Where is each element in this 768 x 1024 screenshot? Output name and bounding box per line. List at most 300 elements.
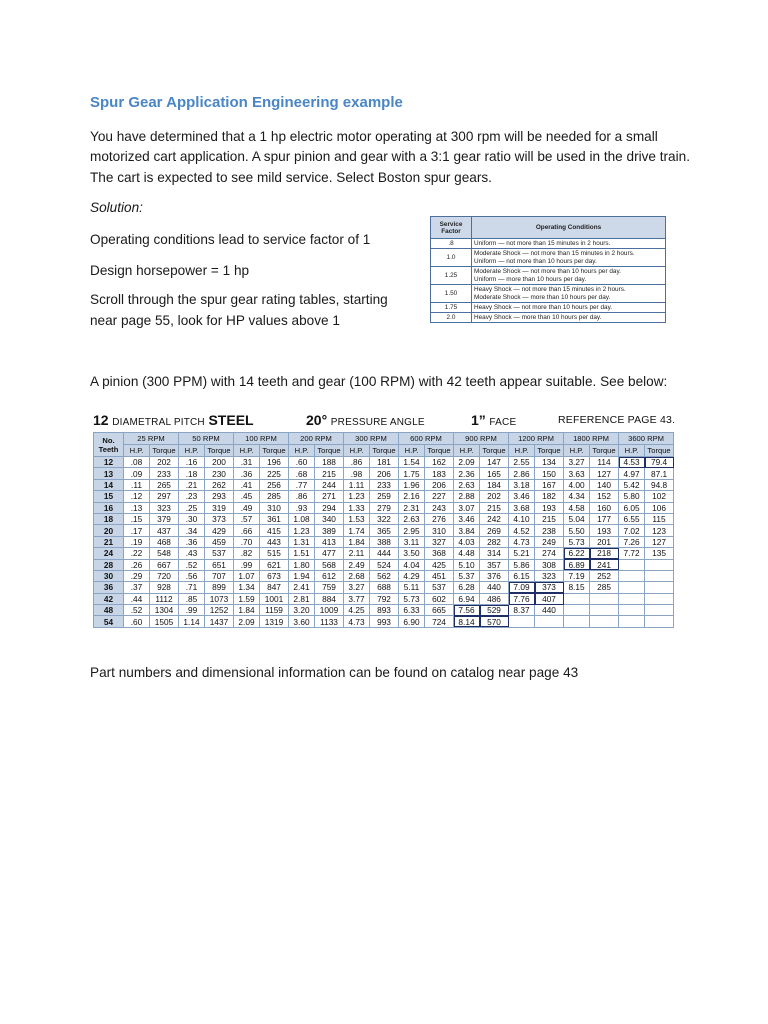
teeth-count-cell: 15 bbox=[94, 491, 124, 502]
hp-subheader: H.P. bbox=[564, 445, 590, 457]
torque-value-cell: 188 bbox=[315, 457, 344, 468]
hp-subheader: H.P. bbox=[454, 445, 480, 457]
torque-value-cell: 233 bbox=[370, 479, 399, 490]
hp-value-cell: 4.29 bbox=[399, 570, 425, 581]
teeth-count-cell: 36 bbox=[94, 582, 124, 593]
torque-value-cell: 285 bbox=[260, 491, 289, 502]
torque-value-cell: 152 bbox=[590, 491, 619, 502]
hp-value-cell: 1.84 bbox=[344, 536, 370, 547]
hp-value-cell: 6.89 bbox=[564, 559, 590, 570]
rating-row bbox=[94, 536, 674, 547]
torque-value-cell: 413 bbox=[315, 536, 344, 547]
hp-value-cell: 1.96 bbox=[399, 479, 425, 490]
torque-value-cell: 327 bbox=[425, 536, 454, 547]
torque-value-cell: 379 bbox=[150, 513, 179, 524]
torque-subheader: Torque bbox=[315, 445, 344, 457]
hp-value-cell: 3.68 bbox=[509, 502, 535, 513]
hp-value-cell: 2.88 bbox=[454, 491, 480, 502]
torque-value-cell: 252 bbox=[590, 570, 619, 581]
hp-value-cell: 1.11 bbox=[344, 479, 370, 490]
hp-value-cell: 4.00 bbox=[564, 479, 590, 490]
torque-value-cell: 357 bbox=[480, 559, 509, 570]
torque-value-cell: 308 bbox=[535, 559, 564, 570]
hp-value-cell: .31 bbox=[234, 457, 260, 468]
hp-value-cell: 3.18 bbox=[509, 479, 535, 490]
torque-value-cell: 389 bbox=[315, 525, 344, 536]
service-factor-header: Service Factor bbox=[431, 217, 472, 239]
torque-value-cell: 1304 bbox=[150, 605, 179, 616]
torque-value-cell: 215 bbox=[480, 502, 509, 513]
torque-value-cell: 140 bbox=[590, 479, 619, 490]
hp-value-cell: .08 bbox=[124, 457, 150, 468]
result-text: A pinion (300 PPM) with 14 teeth and gear (100 RPM) with 42 teeth appear suitable. See below: bbox=[90, 374, 668, 389]
hp-value-cell: .52 bbox=[124, 605, 150, 616]
hp-subheader: H.P. bbox=[619, 445, 645, 457]
torque-value-cell: 193 bbox=[590, 525, 619, 536]
torque-value-cell: 225 bbox=[260, 468, 289, 479]
torque-subheader: Torque bbox=[535, 445, 564, 457]
rating-row bbox=[94, 468, 674, 479]
rating-row bbox=[94, 525, 674, 536]
hp-subheader: H.P. bbox=[179, 445, 205, 457]
operating-condition-text: Uniform — not more than 15 minutes in 2 hours. bbox=[474, 239, 611, 247]
rating-row bbox=[94, 479, 674, 490]
torque-value-cell: 847 bbox=[260, 582, 289, 593]
operating-condition-text: Moderate Shock — not more than 15 minutes in 2 hours. bbox=[474, 249, 635, 257]
hp-subheader: H.P. bbox=[124, 445, 150, 457]
torque-value-cell: 444 bbox=[370, 548, 399, 559]
hp-value-cell: 6.33 bbox=[399, 605, 425, 616]
hp-value-cell: 2.36 bbox=[454, 468, 480, 479]
torque-value-cell: 1001 bbox=[260, 593, 289, 604]
hp-value-cell: 5.86 bbox=[509, 559, 535, 570]
rpm-column-header: 600 RPM bbox=[399, 433, 454, 445]
torque-value-cell bbox=[645, 593, 674, 604]
torque-value-cell: 665 bbox=[425, 605, 454, 616]
torque-value-cell: 459 bbox=[205, 536, 234, 547]
pitch-heading bbox=[93, 412, 254, 428]
hp-value-cell: 2.31 bbox=[399, 502, 425, 513]
rating-row bbox=[94, 570, 674, 581]
rating-row bbox=[94, 457, 674, 468]
hp-value-cell: 5.21 bbox=[509, 548, 535, 559]
torque-subheader: Torque bbox=[370, 445, 399, 457]
torque-value-cell: 134 bbox=[535, 457, 564, 468]
torque-value-cell: 323 bbox=[150, 502, 179, 513]
angle-number: 20° bbox=[306, 412, 328, 428]
torque-value-cell bbox=[645, 616, 674, 627]
torque-value-cell: 323 bbox=[535, 570, 564, 581]
torque-value-cell: 271 bbox=[315, 491, 344, 502]
torque-value-cell: 162 bbox=[425, 457, 454, 468]
hp-value-cell: 7.56 bbox=[454, 605, 480, 616]
torque-value-cell: 310 bbox=[260, 502, 289, 513]
hp-value-cell: 3.63 bbox=[564, 468, 590, 479]
torque-value-cell: 238 bbox=[535, 525, 564, 536]
rpm-column-header: 1800 RPM bbox=[564, 433, 619, 445]
torque-subheader: Torque bbox=[590, 445, 619, 457]
hp-value-cell: 4.52 bbox=[509, 525, 535, 536]
operating-condition-text: Moderate Shock — not more than 10 hours per day. bbox=[474, 267, 621, 275]
hp-value-cell: 3.84 bbox=[454, 525, 480, 536]
rpm-column-header: 3600 RPM bbox=[619, 433, 674, 445]
torque-value-cell: 537 bbox=[425, 582, 454, 593]
hp-value-cell: .36 bbox=[179, 536, 205, 547]
torque-value-cell: 415 bbox=[260, 525, 289, 536]
hp-value-cell: 5.50 bbox=[564, 525, 590, 536]
torque-value-cell: 294 bbox=[315, 502, 344, 513]
hp-value-cell: 7.09 bbox=[509, 582, 535, 593]
hp-value-cell: .13 bbox=[124, 502, 150, 513]
hp-value-cell: 2.49 bbox=[344, 559, 370, 570]
teeth-count-cell: 54 bbox=[94, 616, 124, 627]
hp-value-cell: 1.33 bbox=[344, 502, 370, 513]
rating-row bbox=[94, 491, 674, 502]
hp-value-cell: .93 bbox=[289, 502, 315, 513]
torque-value-cell: 150 bbox=[535, 468, 564, 479]
torque-value-cell: 759 bbox=[315, 582, 344, 593]
operating-condition-cell bbox=[472, 303, 666, 313]
torque-value-cell: 279 bbox=[370, 502, 399, 513]
hp-value-cell: .16 bbox=[179, 457, 205, 468]
hp-value-cell: .44 bbox=[124, 593, 150, 604]
torque-value-cell: 201 bbox=[590, 536, 619, 547]
service-factor-value: 1.25 bbox=[431, 267, 472, 285]
hp-value-cell: 3.60 bbox=[289, 616, 315, 627]
hp-value-cell: .86 bbox=[289, 491, 315, 502]
torque-value-cell: 215 bbox=[535, 513, 564, 524]
operating-condition-text: Uniform — more than 10 hours per day. bbox=[474, 275, 587, 283]
torque-value-cell: 127 bbox=[645, 536, 674, 547]
torque-value-cell: 612 bbox=[315, 570, 344, 581]
hp-value-cell: .98 bbox=[344, 468, 370, 479]
torque-value-cell: 425 bbox=[425, 559, 454, 570]
operating-condition-cell bbox=[472, 239, 666, 249]
service-factor-row bbox=[431, 249, 666, 267]
torque-value-cell: 319 bbox=[205, 502, 234, 513]
torque-value-cell: 570 bbox=[480, 616, 509, 627]
gear-rating-table bbox=[93, 432, 674, 628]
torque-value-cell: 102 bbox=[645, 491, 674, 502]
hp-value-cell: .60 bbox=[289, 457, 315, 468]
operating-condition-text: Heavy Shock — more than 10 hours per day. bbox=[474, 313, 602, 321]
hp-value-cell: 4.03 bbox=[454, 536, 480, 547]
teeth-count-cell: 21 bbox=[94, 536, 124, 547]
hp-value-cell: 2.95 bbox=[399, 525, 425, 536]
service-factor-row bbox=[431, 313, 666, 323]
torque-value-cell: 249 bbox=[535, 536, 564, 547]
hp-value-cell: 1.54 bbox=[399, 457, 425, 468]
solution-label: Solution: bbox=[90, 200, 143, 215]
hp-value-cell: .36 bbox=[234, 468, 260, 479]
hp-value-cell: 4.10 bbox=[509, 513, 535, 524]
hp-value-cell bbox=[619, 605, 645, 616]
torque-value-cell: 893 bbox=[370, 605, 399, 616]
rating-row bbox=[94, 513, 674, 524]
rating-row bbox=[94, 502, 674, 513]
hp-value-cell: 1.34 bbox=[234, 582, 260, 593]
operating-condition-text: Moderate Shock — more than 10 hours per day. bbox=[474, 293, 611, 301]
torque-value-cell: 562 bbox=[370, 570, 399, 581]
hp-value-cell: 6.05 bbox=[619, 502, 645, 513]
hp-value-cell: .77 bbox=[289, 479, 315, 490]
rating-row bbox=[94, 605, 674, 616]
hp-value-cell: 4.53 bbox=[619, 457, 645, 468]
hp-value-cell: .25 bbox=[179, 502, 205, 513]
torque-value-cell: 468 bbox=[150, 536, 179, 547]
hp-value-cell bbox=[619, 593, 645, 604]
torque-value-cell: 373 bbox=[205, 513, 234, 524]
torque-value-cell: 486 bbox=[480, 593, 509, 604]
hp-value-cell: 5.73 bbox=[564, 536, 590, 547]
torque-value-cell: 215 bbox=[315, 468, 344, 479]
torque-value-cell: 183 bbox=[425, 468, 454, 479]
torque-value-cell: 477 bbox=[315, 548, 344, 559]
hp-value-cell: 3.27 bbox=[344, 582, 370, 593]
torque-value-cell: 87.1 bbox=[645, 468, 674, 479]
torque-value-cell: 106 bbox=[645, 502, 674, 513]
teeth-count-cell: 30 bbox=[94, 570, 124, 581]
hp-value-cell: 6.22 bbox=[564, 548, 590, 559]
rating-row bbox=[94, 582, 674, 593]
hp-value-cell: 7.02 bbox=[619, 525, 645, 536]
torque-value-cell: 361 bbox=[260, 513, 289, 524]
torque-subheader: Torque bbox=[645, 445, 674, 457]
hp-value-cell: 5.37 bbox=[454, 570, 480, 581]
torque-value-cell: 1437 bbox=[205, 616, 234, 627]
service-factor-row bbox=[431, 303, 666, 313]
torque-subheader: Torque bbox=[205, 445, 234, 457]
face-text: FACE bbox=[489, 417, 517, 428]
hp-value-cell bbox=[564, 605, 590, 616]
teeth-count-cell: 18 bbox=[94, 513, 124, 524]
torque-value-cell: 193 bbox=[535, 502, 564, 513]
torque-value-cell: 244 bbox=[315, 479, 344, 490]
hp-value-cell: 4.73 bbox=[344, 616, 370, 627]
torque-value-cell bbox=[590, 605, 619, 616]
torque-value-cell: 440 bbox=[480, 582, 509, 593]
hp-value-cell: 7.72 bbox=[619, 548, 645, 559]
operating-condition-cell bbox=[472, 285, 666, 303]
hp-value-cell: .29 bbox=[124, 570, 150, 581]
footer-note: Part numbers and dimensional information can be found on catalog near page 43 bbox=[90, 665, 579, 680]
hp-value-cell: 2.11 bbox=[344, 548, 370, 559]
hp-value-cell: 2.81 bbox=[289, 593, 315, 604]
hp-value-cell bbox=[564, 593, 590, 604]
operating-condition-text: Heavy Shock — not more than 15 minutes in 2 hours. bbox=[474, 285, 626, 293]
torque-value-cell: 202 bbox=[150, 457, 179, 468]
torque-value-cell bbox=[645, 559, 674, 570]
torque-value-cell: 259 bbox=[370, 491, 399, 502]
torque-value-cell: 160 bbox=[590, 502, 619, 513]
operating-condition-text: Uniform — not more than 10 hours per day. bbox=[474, 257, 597, 265]
torque-subheader: Torque bbox=[260, 445, 289, 457]
hp-value-cell: 1.23 bbox=[289, 525, 315, 536]
hp-value-cell: 1.14 bbox=[179, 616, 205, 627]
hp-value-cell: 8.37 bbox=[509, 605, 535, 616]
hp-value-cell: 2.09 bbox=[454, 457, 480, 468]
hp-value-cell: .86 bbox=[344, 457, 370, 468]
torque-value-cell: 115 bbox=[645, 513, 674, 524]
hp-value-cell: .45 bbox=[234, 491, 260, 502]
torque-value-cell: 365 bbox=[370, 525, 399, 536]
hp-value-cell bbox=[509, 616, 535, 627]
teeth-count-cell: 24 bbox=[94, 548, 124, 559]
torque-value-cell: 407 bbox=[535, 593, 564, 604]
torque-value-cell: 165 bbox=[480, 468, 509, 479]
hp-value-cell: 4.73 bbox=[509, 536, 535, 547]
torque-value-cell: 1133 bbox=[315, 616, 344, 627]
teeth-count-cell: 42 bbox=[94, 593, 124, 604]
torque-value-cell: 230 bbox=[205, 468, 234, 479]
operating-condition-text: Heavy Shock — not more than 10 hours per day. bbox=[474, 303, 613, 311]
hp-value-cell: .70 bbox=[234, 536, 260, 547]
hp-subheader: H.P. bbox=[234, 445, 260, 457]
rpm-column-header: 900 RPM bbox=[454, 433, 509, 445]
operating-condition-cell bbox=[472, 249, 666, 267]
hp-value-cell: 5.73 bbox=[399, 593, 425, 604]
hp-subheader: H.P. bbox=[509, 445, 535, 457]
hp-value-cell: .26 bbox=[124, 559, 150, 570]
service-factor-value: 2.0 bbox=[431, 313, 472, 323]
hp-value-cell: .12 bbox=[124, 491, 150, 502]
rating-row bbox=[94, 548, 674, 559]
torque-value-cell: 269 bbox=[480, 525, 509, 536]
hp-value-cell: 4.25 bbox=[344, 605, 370, 616]
pitch-number: 12 bbox=[93, 412, 109, 428]
hp-value-cell: 3.27 bbox=[564, 457, 590, 468]
teeth-count-cell: 13 bbox=[94, 468, 124, 479]
teeth-count-cell: 16 bbox=[94, 502, 124, 513]
torque-value-cell: 206 bbox=[370, 468, 399, 479]
step-service-factor: Operating conditions lead to service factor of 1 bbox=[90, 232, 371, 247]
hp-value-cell: .15 bbox=[124, 513, 150, 524]
torque-value-cell: 202 bbox=[480, 491, 509, 502]
torque-value-cell: 373 bbox=[535, 582, 564, 593]
hp-value-cell: .57 bbox=[234, 513, 260, 524]
hp-value-cell: 5.11 bbox=[399, 582, 425, 593]
torque-value-cell: 651 bbox=[205, 559, 234, 570]
torque-value-cell: 262 bbox=[205, 479, 234, 490]
hp-value-cell: 6.28 bbox=[454, 582, 480, 593]
service-factor-table bbox=[430, 216, 666, 323]
torque-value-cell: 1073 bbox=[205, 593, 234, 604]
torque-value-cell: 792 bbox=[370, 593, 399, 604]
service-factor-value: 1.75 bbox=[431, 303, 472, 313]
hp-value-cell: .43 bbox=[179, 548, 205, 559]
hp-value-cell: 2.41 bbox=[289, 582, 315, 593]
hp-value-cell: 7.19 bbox=[564, 570, 590, 581]
torque-subheader: Torque bbox=[480, 445, 509, 457]
hp-subheader: H.P. bbox=[344, 445, 370, 457]
hp-value-cell: .21 bbox=[179, 479, 205, 490]
rpm-column-header: 300 RPM bbox=[344, 433, 399, 445]
hp-value-cell: .56 bbox=[179, 570, 205, 581]
torque-value-cell: 274 bbox=[535, 548, 564, 559]
hp-value-cell: 7.76 bbox=[509, 593, 535, 604]
torque-value-cell: 707 bbox=[205, 570, 234, 581]
torque-value-cell: 537 bbox=[205, 548, 234, 559]
intro-paragraph: You have determined that a 1 hp electric motor operating at 300 rpm will be needed for a small motorized cart application. A spur pinion and gear with a 3:1 gear ratio will be used in the drive train. The cart is expected to see mild service. Select Boston spur gears. bbox=[90, 129, 690, 185]
hp-value-cell: 1.84 bbox=[234, 605, 260, 616]
torque-value-cell: 621 bbox=[260, 559, 289, 570]
torque-value-cell: 524 bbox=[370, 559, 399, 570]
hp-value-cell: 3.46 bbox=[454, 513, 480, 524]
torque-value-cell: 297 bbox=[150, 491, 179, 502]
rpm-column-header: 25 RPM bbox=[124, 433, 179, 445]
teeth-count-cell: 20 bbox=[94, 525, 124, 536]
hp-value-cell: 2.09 bbox=[234, 616, 260, 627]
torque-value-cell: 340 bbox=[315, 513, 344, 524]
hp-value-cell bbox=[619, 570, 645, 581]
teeth-count-cell: 48 bbox=[94, 605, 124, 616]
material-text: STEEL bbox=[208, 412, 254, 428]
torque-value-cell: 181 bbox=[370, 457, 399, 468]
torque-value-cell: 196 bbox=[260, 457, 289, 468]
torque-value-cell: 79.4 bbox=[645, 457, 674, 468]
torque-value-cell: 440 bbox=[535, 605, 564, 616]
hp-subheader: H.P. bbox=[399, 445, 425, 457]
hp-value-cell: 1.59 bbox=[234, 593, 260, 604]
pitch-text: DIAMETRAL PITCH bbox=[112, 417, 205, 428]
hp-value-cell: .09 bbox=[124, 468, 150, 479]
torque-value-cell: 429 bbox=[205, 525, 234, 536]
rating-row bbox=[94, 616, 674, 627]
torque-value-cell: 443 bbox=[260, 536, 289, 547]
torque-value-cell: 1252 bbox=[205, 605, 234, 616]
step-design-horsepower: Design horsepower = 1 hp bbox=[90, 263, 250, 278]
hp-value-cell: .19 bbox=[124, 536, 150, 547]
hp-value-cell: .99 bbox=[234, 559, 260, 570]
torque-value-cell: 265 bbox=[150, 479, 179, 490]
hp-value-cell: 2.63 bbox=[399, 513, 425, 524]
hp-value-cell: 4.34 bbox=[564, 491, 590, 502]
hp-value-cell: .82 bbox=[234, 548, 260, 559]
teeth-count-cell: 12 bbox=[94, 457, 124, 468]
face-heading bbox=[471, 412, 516, 428]
hp-value-cell: 5.10 bbox=[454, 559, 480, 570]
torque-value-cell: 242 bbox=[480, 513, 509, 524]
torque-value-cell: 167 bbox=[535, 479, 564, 490]
hp-value-cell: 3.20 bbox=[289, 605, 315, 616]
torque-value-cell: 256 bbox=[260, 479, 289, 490]
hp-value-cell: 2.86 bbox=[509, 468, 535, 479]
hp-value-cell: 2.55 bbox=[509, 457, 535, 468]
hp-value-cell: 1.80 bbox=[289, 559, 315, 570]
reference-page: REFERENCE PAGE 43. bbox=[558, 414, 676, 426]
service-factor-row bbox=[431, 285, 666, 303]
torque-value-cell: 899 bbox=[205, 582, 234, 593]
hp-value-cell: 1.07 bbox=[234, 570, 260, 581]
hp-value-cell: 3.07 bbox=[454, 502, 480, 513]
page-title: Spur Gear Application Engineering example bbox=[90, 94, 403, 111]
torque-value-cell: 529 bbox=[480, 605, 509, 616]
hp-value-cell: 1.94 bbox=[289, 570, 315, 581]
rating-row bbox=[94, 559, 674, 570]
torque-value-cell: 322 bbox=[370, 513, 399, 524]
hp-value-cell: .68 bbox=[289, 468, 315, 479]
torque-value-cell: 182 bbox=[535, 491, 564, 502]
operating-condition-cell bbox=[472, 313, 666, 323]
hp-value-cell: 1.53 bbox=[344, 513, 370, 524]
hp-value-cell: 2.16 bbox=[399, 491, 425, 502]
hp-value-cell: .66 bbox=[234, 525, 260, 536]
torque-value-cell: 568 bbox=[315, 559, 344, 570]
hp-value-cell: 3.77 bbox=[344, 593, 370, 604]
torque-subheader: Torque bbox=[150, 445, 179, 457]
torque-value-cell: 314 bbox=[480, 548, 509, 559]
rpm-column-header: 50 RPM bbox=[179, 433, 234, 445]
